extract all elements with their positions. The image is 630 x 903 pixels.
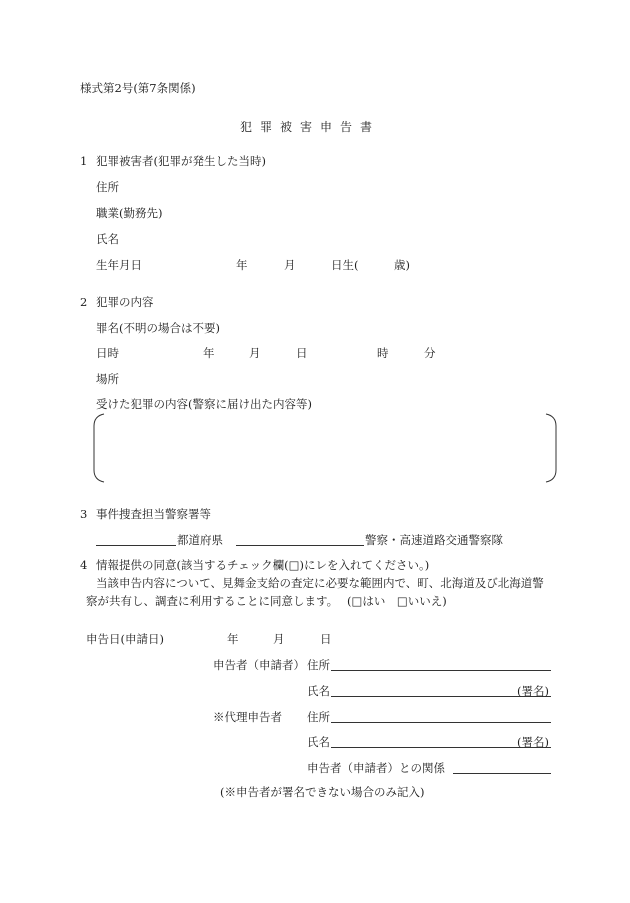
prefecture-label: 都道府県	[177, 533, 223, 547]
section3-number: 3	[80, 507, 88, 521]
page-title: 犯罪被害申告書	[240, 120, 381, 134]
application-year-label: 年	[227, 632, 239, 646]
application-month-label: 月	[273, 632, 285, 646]
form-number: 様式第2号(第7条関係)	[80, 81, 196, 95]
birth-day-age-label: 日生(	[331, 258, 359, 272]
application-day-label: 日	[320, 632, 332, 646]
section1-number: 1	[80, 154, 88, 168]
proxy-name-label: 氏名	[307, 735, 330, 749]
section2-heading: 犯罪の内容	[96, 295, 154, 309]
details-bracket	[90, 412, 560, 484]
prefecture-blank	[96, 545, 176, 546]
place-label: 場所	[96, 372, 119, 386]
section4-heading: 情報提供の同意(該当するチェック欄(□)にレを入れてください。)	[96, 558, 430, 572]
birth-month-label: 月	[284, 258, 296, 272]
consent-text-line1: 当該申告内容について、見舞金支給の査定に必要な範囲内で、町、北海道及び北海道警	[96, 576, 544, 590]
age-close-label: 歳)	[394, 258, 410, 272]
application-date-label: 申告日(申請日)	[86, 632, 164, 646]
proxy-signature-label: (署名)	[517, 735, 549, 749]
crime-month-label: 月	[249, 346, 261, 360]
consent-choices: (□はい □いいえ)	[347, 594, 447, 608]
police-station-blank	[236, 545, 364, 546]
victim-occupation-label: 職業(勤務先)	[96, 206, 163, 220]
section2-number: 2	[80, 295, 88, 309]
consent-text-line2: 察が共有し、調査に利用することに同意します。	[86, 594, 339, 608]
crime-day-label: 日	[296, 346, 308, 360]
crime-hour-label: 時	[377, 346, 389, 360]
victim-address-label: 住所	[96, 180, 119, 194]
victim-name-label: 氏名	[96, 232, 119, 246]
police-label: 警察・高速道路交通警察隊	[365, 533, 503, 547]
crime-name-label: 罪名(不明の場合は不要)	[96, 321, 220, 335]
section1-heading: 犯罪被害者(犯罪が発生した当時)	[96, 154, 266, 168]
crime-minute-label: 分	[424, 346, 436, 360]
applicant-name-label: 氏名	[307, 684, 330, 698]
section4-number: 4	[80, 558, 88, 572]
relationship-label: 申告者（申請者）との関係	[307, 761, 445, 775]
proxy-applicant-label: ※代理申告者	[213, 710, 282, 724]
crime-year-label: 年	[203, 346, 215, 360]
crime-details-label: 受けた犯罪の内容(警察に届け出た内容等)	[96, 397, 312, 411]
applicant-label: 申告者（申請者）	[213, 658, 305, 672]
birth-year-label: 年	[236, 258, 248, 272]
proxy-address-field[interactable]	[331, 722, 551, 723]
proxy-address-label: 住所	[307, 710, 330, 724]
applicant-address-field[interactable]	[331, 670, 551, 671]
datetime-label: 日時	[96, 346, 119, 360]
applicant-signature-label: (署名)	[517, 684, 549, 698]
proxy-note: (※申告者が署名できない場合のみ記入)	[220, 785, 425, 799]
section3-heading: 事件捜査担当警察署等	[96, 507, 211, 521]
relationship-field[interactable]	[453, 773, 551, 774]
birthdate-label: 生年月日	[96, 258, 142, 272]
applicant-address-label: 住所	[307, 658, 330, 672]
